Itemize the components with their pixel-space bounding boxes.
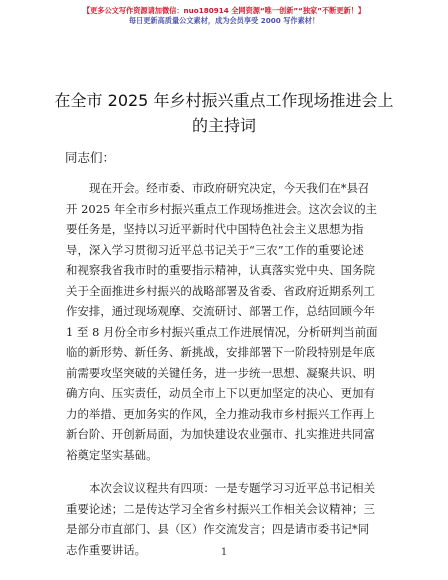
body-line: 临的新形势、新任务、新挑战，安排部署下一阶段特别是年底 [66, 345, 375, 359]
body-line: 力的举措、更加务实的作风，全力推动我市乡村振兴工作再上 [66, 406, 375, 421]
body-line: 作安排，通过现场观摩、交流研讨、部署工作，总结回顾今年 [66, 304, 375, 318]
body-line: 要任务是，坚持以习近平新时代中国特色社会主义思想为指 [66, 222, 364, 236]
promo-banner-line-2: 每日更新高质量公文素材，成为会员享受 2000 写作素材！ [128, 16, 320, 25]
body-paragraph-opening [66, 178, 384, 465]
document-title [40, 88, 408, 138]
document-title-line: 的主持词 [191, 116, 256, 135]
document-title-line: 在全市 2025 年乡村振兴重点工作现场推进会上 [54, 91, 394, 110]
body-line: 导，深入学习贯彻习近平总书记关于“三农”工作的重要论述 [66, 242, 364, 257]
body-line: 1 至 8 月份全市乡村振兴重点工作进展情况，分析研判当前面 [66, 324, 378, 339]
body-line: 确方向、压实责任，动员全市上下以更加坚定的决心、更加有 [66, 386, 375, 400]
body-line: 是部分市直部门、县（区）作交流发言；四是请市委书记*同 [66, 522, 370, 536]
body-line: 新台阶、开创新局面，为加快建设农业强市、扎实推进共同富 [66, 427, 375, 441]
page-number: 1 [220, 547, 228, 558]
body-line: 开 2025 年全市乡村振兴重点工作现场推进会。这次会议的主 [66, 201, 378, 216]
body-line: 关于全面推进乡村振兴的战略部署及省委、省政府近期系列工 [66, 283, 375, 298]
promo-banner [0, 6, 448, 26]
body-line: 和视察我省我市时的重要指示精神，认真落实党中央、国务院 [66, 263, 375, 277]
body-line: 前需要攻坚突破的关键任务，进一步统一思想、凝聚共识、明 [66, 365, 375, 380]
body-line: 现在开会。经市委、市政府研究决定，今天我们在*县召 [89, 181, 370, 195]
body-line: 裕奠定坚实基础。 [66, 447, 158, 462]
promo-banner-line-1: 【更多公文写作资源请加微信：nuo180914 全网资源“唯一创新”“独家”不断更新！】 [82, 6, 366, 15]
salutation: 同志们： [65, 150, 116, 165]
body-line: 志作重要讲话。 [66, 542, 147, 557]
body-line: 本次会议议程共有四项：一是专题学习习近平总书记相关 [89, 481, 376, 495]
body-line: 重要论述；二是传达学习全省乡村振兴工作相关会议精神；三 [66, 501, 375, 516]
